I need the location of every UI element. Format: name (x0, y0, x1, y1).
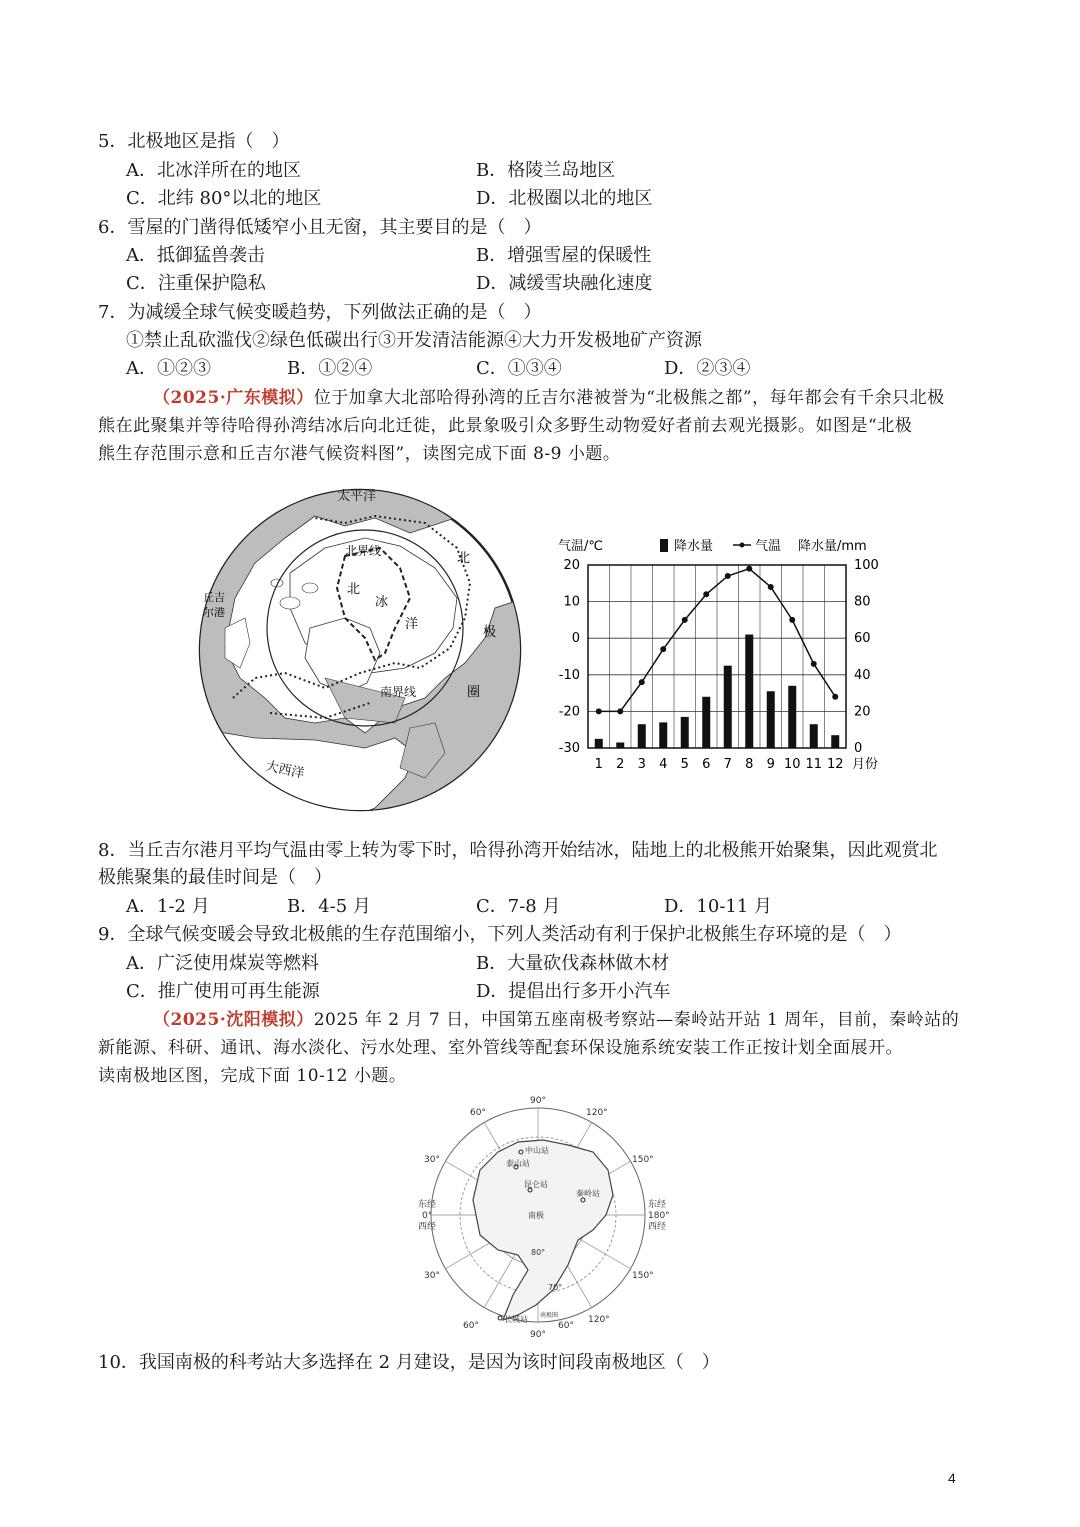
q5-option-b: B．格陵兰岛地区 (476, 160, 616, 181)
q6-option-c: C．注重保护隐私 (126, 273, 266, 294)
arctic-ocean-char-2: 冰 (375, 595, 389, 610)
page-number: 4 (948, 1470, 956, 1486)
churchill-char-2: 尔港 (203, 606, 225, 619)
q9-option-d: D．提倡出行多开小汽车 (476, 981, 671, 1002)
precip-bar (810, 724, 818, 748)
left-tick-label: -20 (558, 704, 580, 720)
chart-right-axis-label: 降水量/mm (798, 539, 867, 554)
arctic-circle-char-2: 极 (483, 625, 497, 640)
label-60-top: 60° (470, 1108, 486, 1118)
q9-option-a: A．广泛使用煤炭等燃料 (126, 953, 319, 974)
q7-option-b: B．①②④ (287, 358, 373, 379)
temperature-point (811, 661, 817, 667)
chart-left-axis-label: 气温/℃ (558, 539, 603, 554)
temperature-point (660, 646, 666, 652)
q5-stem: 5．北极地区是指（ ） (98, 131, 290, 152)
x-axis-suffix: 月份 (852, 757, 879, 772)
intro-paragraph-1 (98, 384, 983, 468)
precip-bar (616, 743, 624, 748)
q7-option-a: A．①②③ (126, 358, 211, 379)
q5-option-a: A．北冰洋所在的地区 (126, 160, 301, 181)
x-tick-label: 12 (826, 757, 844, 772)
arctic-map (195, 478, 525, 823)
left-tick-label: -30 (558, 741, 580, 756)
precip-bar (788, 686, 796, 748)
q6-option-d: D．减缓雪块融化速度 (476, 273, 653, 294)
label-kunlun: 昆仑站 (524, 1180, 548, 1189)
left-tick-label: 0 (571, 631, 580, 647)
label-30-bottom: 30° (424, 1271, 440, 1281)
intro2-line1: 2025 年 2 月 7 日，中国第五座南极考察站—秦岭站开站 1 周年，目前，秦岭站的 (313, 1010, 960, 1030)
label-west-left: 西经 (418, 1222, 437, 1232)
churchill-char-1: 丘吉 (203, 591, 225, 604)
label-30-top: 30° (424, 1155, 440, 1165)
q7-option-c: C．①③④ (476, 358, 562, 379)
label-taishan: 泰山站 (506, 1159, 530, 1168)
right-tick-label: 0 (854, 741, 863, 756)
q8-stem-line1: 8．当丘吉尔港月平均气温由零上转为零下时，哈得孙湾开始结冰，陆地上的北极熊开始聚集，因此观赏北 (98, 840, 938, 861)
intro-paragraph-2 (98, 1006, 983, 1090)
x-tick-label: 3 (637, 757, 646, 772)
left-tick-label: -10 (558, 667, 580, 683)
intro1-line2: 熊在此聚集并等待哈得孙湾结冰后向北迁徙，此景象吸引众多野生动物爱好者前去观光摄影。如图是“北极 (98, 416, 913, 436)
q6-option-a: A．抵御猛兽袭击 (126, 245, 265, 266)
temperature-point (596, 708, 602, 714)
q9-option-b: B．大量砍伐森林做木材 (476, 953, 670, 974)
x-tick-label: 2 (616, 757, 625, 772)
right-tick-label: 80 (854, 594, 871, 610)
precip-bar (767, 691, 775, 748)
label-120-top: 120° (586, 1108, 608, 1118)
changcheng-marker (498, 1316, 502, 1320)
q8-stem-line2: 极熊聚集的最佳时间是（ ） (98, 867, 332, 888)
label-north-boundary: 北界线 (345, 544, 382, 558)
legend-precip-swatch (660, 539, 668, 552)
label-lat-80: 80° (531, 1248, 546, 1257)
precip-bar (724, 666, 732, 748)
label-pacific: 太平洋 (337, 489, 377, 504)
q7-items: ①禁止乱砍滥伐②绿色低碳出行③开发清洁能源④大力开发极地矿产资源 (126, 330, 702, 351)
arctic-ocean-char-3: 洋 (405, 617, 419, 632)
label-150-top: 150° (632, 1155, 654, 1165)
label-60-bottom-left: 60° (463, 1321, 479, 1331)
intro2-line3: 读南极地区图，完成下面 10-12 小题。 (98, 1066, 407, 1086)
q6-stem: 6．雪屋的门凿得低矮窄小且无窗，其主要目的是（ ） (98, 217, 542, 238)
x-tick-label: 9 (766, 757, 775, 772)
right-tick-label: 60 (854, 631, 871, 647)
temperature-point (682, 617, 688, 623)
q6-option-b: B．增强雪屋的保暖性 (476, 245, 652, 266)
q5-option-c: C．北纬 80°以北的地区 (126, 188, 322, 209)
x-tick-label: 5 (680, 757, 689, 772)
label-90-bottom: 90° (530, 1330, 546, 1340)
label-zero: 0° (422, 1211, 433, 1221)
right-tick-label: 20 (854, 704, 871, 720)
precip-bar (595, 739, 603, 748)
intro1-line1: 位于加拿大北部哈得孙湾的丘吉尔港被誉为“北极熊之都”，每年都会有千余只北极 (313, 388, 945, 408)
precip-bar (745, 635, 753, 748)
x-tick-label: 4 (659, 757, 668, 772)
label-90-top: 90° (530, 1096, 546, 1106)
q5-option-d: D．北极圈以北的地区 (476, 188, 653, 209)
intro2-line2: 新能源、科研、通讯、海水淡化、污水处理、室外管线等配套环保设施系统安装工作正按计划全面展开。 (98, 1038, 903, 1058)
temperature-point (639, 679, 645, 685)
left-tick-label: 10 (563, 594, 580, 610)
q8-option-c: C．7-8 月 (476, 896, 561, 917)
source-tag: （2025·广东模拟） (153, 388, 314, 408)
x-tick-label: 8 (745, 757, 754, 772)
precip-bar (659, 722, 667, 748)
x-tick-label: 11 (805, 757, 823, 772)
temperature-point (746, 566, 752, 572)
q8-option-a: A．1-2 月 (126, 896, 210, 917)
label-lat-70: 70° (548, 1283, 563, 1292)
q7-stem: 7．为减缓全球气候变暖趋势，下列做法正确的是（ ） (98, 302, 542, 323)
left-tick-label: 20 (563, 558, 580, 573)
temperature-point (832, 694, 838, 700)
intro1-line3: 熊生存范围示意和丘吉尔港气候资料图”，读图完成下面 8-9 小题。 (98, 444, 621, 464)
q10-stem: 10．我国南极的科考站大多选择在 2 月建设，是因为该时间段南极地区（ ） (98, 1352, 720, 1373)
label-south-pole: 南极 (528, 1211, 544, 1220)
temperature-point (725, 573, 731, 579)
label-east-left: 东经 (418, 1200, 437, 1210)
legend-precip-label: 降水量 (674, 539, 714, 554)
q9-stem: 9．全球气候变暖会导致北极熊的生存范围缩小，下列人类活动有利于保护北极熊生存环境的是（ ） (98, 924, 902, 945)
label-60-bottom: 60° (558, 1321, 574, 1331)
q7-option-d: D．②③④ (664, 358, 751, 379)
label-zhongshan: 中山站 (525, 1146, 549, 1155)
arctic-circle-char-3: 圈 (467, 685, 481, 700)
q8-option-d: D．10-11 月 (664, 896, 773, 917)
label-west-right: 西经 (648, 1222, 667, 1232)
climate-chart (548, 530, 898, 780)
x-tick-label: 6 (702, 757, 711, 772)
label-120-bottom: 120° (588, 1315, 610, 1325)
x-tick-label: 10 (783, 757, 801, 772)
right-tick-label: 100 (854, 558, 879, 573)
arctic-circle-char-1: 北 (457, 551, 471, 566)
label-changcheng: 长城站 (504, 1315, 528, 1324)
precip-bar (831, 735, 839, 748)
source-tag-2: （2025·沈阳模拟） (153, 1010, 314, 1030)
legend-temp-marker (740, 543, 745, 548)
temperature-point (789, 617, 795, 623)
precip-bar (681, 717, 689, 748)
temperature-point (703, 591, 709, 597)
plot-area (559, 558, 879, 772)
arctic-ocean-char-1: 北 (347, 582, 361, 597)
antarctic-map (418, 1090, 688, 1345)
label-east-right: 东经 (648, 1200, 667, 1210)
label-south-boundary: 南界线 (380, 685, 417, 699)
temperature-point (768, 584, 774, 590)
right-tick-label: 40 (854, 667, 871, 683)
q8-option-b: B．4-5 月 (287, 896, 371, 917)
legend-temp-label: 气温 (755, 539, 782, 554)
precip-bar (702, 697, 710, 748)
x-tick-label: 7 (723, 757, 732, 772)
label-atlantic: 大西洋 (264, 758, 306, 782)
q9-option-c: C．推广使用可再生能源 (126, 981, 320, 1002)
label-antarctic-circle: 南极圈 (540, 1312, 559, 1319)
temperature-point (617, 708, 623, 714)
label-180: 180° (648, 1211, 670, 1221)
label-150-bottom: 150° (632, 1271, 654, 1281)
precip-bar (638, 724, 646, 748)
label-qinling: 秦岭站 (576, 1189, 600, 1198)
x-tick-label: 1 (594, 757, 603, 772)
